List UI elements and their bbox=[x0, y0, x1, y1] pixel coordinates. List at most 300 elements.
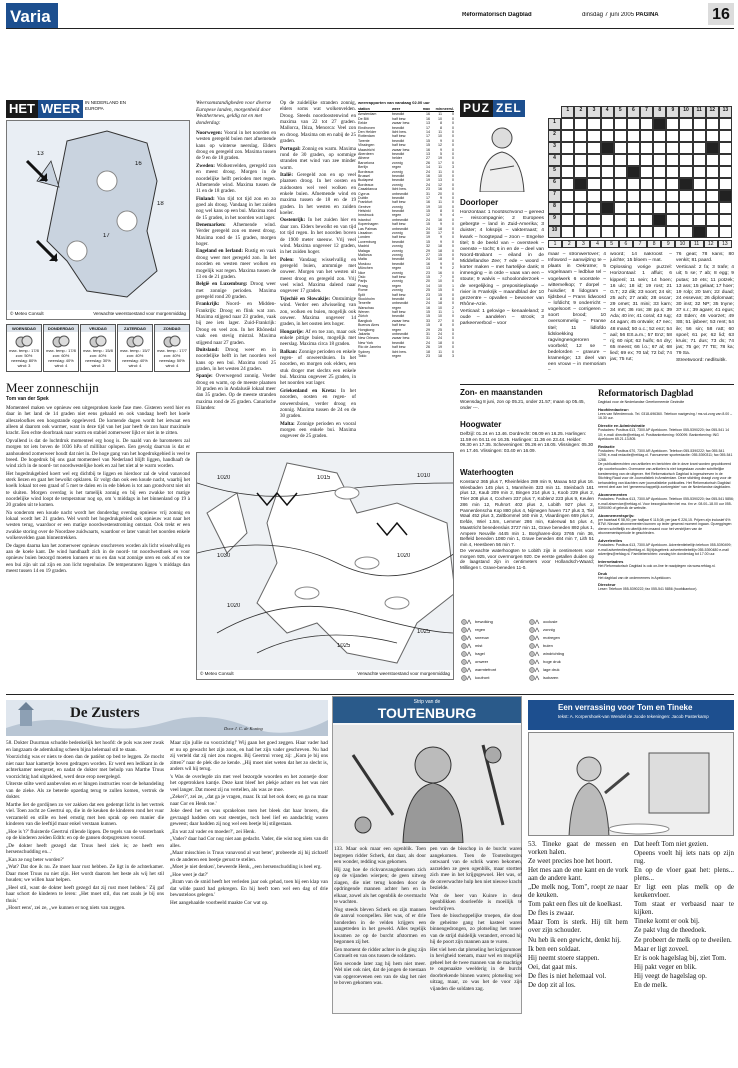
table-cell: 0 bbox=[452, 323, 454, 328]
solution-cell[interactable]: 4 bbox=[590, 240, 604, 248]
table-cell: 0 bbox=[452, 292, 454, 297]
travel-text: Droog weer met zonnige perioden. Maxima geregeld rond 20 graden. bbox=[196, 281, 276, 300]
colofon-heading: Directeur bbox=[598, 582, 616, 588]
grid-cell[interactable] bbox=[706, 190, 719, 202]
paper-name: Reformatorisch Dagblad bbox=[462, 12, 532, 18]
grid-cell[interactable] bbox=[653, 214, 666, 226]
table-cell: Dublin bbox=[358, 195, 369, 200]
table-cell: 0 bbox=[452, 248, 454, 253]
table-cell: zonnig bbox=[392, 160, 403, 165]
travel-country: Tsjechië en Slowakije: bbox=[280, 295, 331, 302]
table-cell: 3 bbox=[452, 353, 454, 358]
table-cell: regen bbox=[392, 305, 402, 310]
grid-cell[interactable] bbox=[574, 118, 587, 130]
table-cell: 18 bbox=[438, 248, 442, 253]
europe-map-graphic bbox=[197, 453, 454, 671]
travel-country: Finland: bbox=[196, 195, 215, 202]
grid-cell[interactable] bbox=[601, 154, 614, 166]
weather-logo: HET WEER IN NEDERLAND EN EUROPA bbox=[6, 100, 154, 118]
sun-icon bbox=[528, 627, 540, 633]
story-paragraph: De dop zit al los. bbox=[528, 980, 576, 989]
grid-cell[interactable] bbox=[627, 118, 640, 130]
grid-cell[interactable] bbox=[679, 130, 692, 142]
netherlands-map-graphic bbox=[7, 121, 190, 311]
grid-cell[interactable] bbox=[627, 154, 640, 166]
grid-cell[interactable] bbox=[693, 166, 706, 178]
travel-country: Griekenland en Kreta: bbox=[280, 387, 337, 394]
table-cell: 10 bbox=[438, 314, 442, 319]
isobar-label: 1010 bbox=[417, 473, 431, 479]
table-cell: 0 bbox=[452, 204, 454, 209]
grid-cell[interactable] bbox=[587, 178, 600, 190]
table-cell: Madrid bbox=[358, 244, 369, 249]
grid-cell[interactable] bbox=[653, 142, 666, 154]
travel-text: Vandaag wisselvallig en geregeld buien, ammmige met onweer. Morgen van het westen uit meest droog en geregeld zon. Vrij veel wind. Maxima dalend naar ongeveer 17 graden. bbox=[280, 256, 356, 295]
fog-icon bbox=[460, 643, 472, 649]
grid-cell[interactable] bbox=[679, 154, 692, 166]
grid-cell[interactable] bbox=[653, 118, 666, 130]
table-cell: bewolkt bbox=[392, 257, 405, 262]
colofon-text: Postadres: Postbus 613, 7300 AP Apeldoorn. Advertentiebellijn telefoon 055-5390499; e-mail advertenties@refdag.nl. Bij tijdsgebrek: advertentiebellijn 055-5390480 e-mail advertjes@refdag.nl. Familieberichten: zondag t/m donderdag tot 17.00 uur. bbox=[598, 543, 732, 557]
grid-cell[interactable] bbox=[693, 190, 706, 202]
grid-cell[interactable] bbox=[719, 154, 732, 166]
table-cell: regen bbox=[392, 283, 402, 288]
grid-cell[interactable] bbox=[653, 226, 666, 238]
grid-cell[interactable] bbox=[627, 226, 640, 238]
grid-cell[interactable] bbox=[719, 118, 732, 130]
table-cell: 0 bbox=[452, 231, 454, 236]
travel-country: Denemarken: bbox=[196, 222, 226, 229]
grid-cell[interactable] bbox=[640, 142, 653, 154]
grid-cell[interactable] bbox=[561, 214, 574, 226]
grid-cell[interactable] bbox=[627, 142, 640, 154]
table-cell: Athene bbox=[358, 156, 370, 161]
table-cell: Praag bbox=[358, 283, 368, 288]
zusters-column-2 bbox=[170, 740, 328, 1062]
story-paragraph: Uiterste stilte werd aanbevolen en er hingen instructies voor de behandeling van de zieke. Als ze beterde opzetlag terug te zullen komen, vertrok de dokter. bbox=[6, 781, 164, 800]
grid-column-number: 11 bbox=[693, 106, 706, 118]
grid-cell[interactable] bbox=[719, 226, 732, 238]
table-cell: 0 bbox=[452, 296, 454, 301]
story-paragraph: Het aangehaalde voorbeeld maakte Cor wat op. bbox=[170, 899, 269, 906]
travel-text: Onstuimige wind. Verder een afwisseling van zon, wolken en buien, mogelijk ook onweer. Maxima ongeveer 14 graden, in het oosten iets hoger. bbox=[280, 295, 356, 328]
grid-cell[interactable] bbox=[574, 142, 587, 154]
grid-cell[interactable] bbox=[666, 154, 679, 166]
table-cell: 29 bbox=[426, 327, 430, 332]
table-cell: onbewolkt bbox=[392, 191, 409, 196]
section-rule bbox=[460, 384, 734, 385]
grid-cell[interactable] bbox=[587, 118, 600, 130]
grid-cell[interactable] bbox=[614, 166, 627, 178]
grid-cell[interactable] bbox=[679, 202, 692, 214]
table-cell: 23 bbox=[426, 353, 430, 358]
grid-cell[interactable] bbox=[666, 166, 679, 178]
grid-cell[interactable] bbox=[666, 142, 679, 154]
solution-cell[interactable]: 2 bbox=[562, 240, 576, 248]
table-cell: 0 bbox=[452, 147, 454, 152]
solution-cell[interactable]: 12 bbox=[704, 240, 718, 248]
table-cell: 11 bbox=[438, 310, 442, 315]
grid-cell[interactable] bbox=[693, 178, 706, 190]
grid-cell[interactable] bbox=[574, 166, 587, 178]
grid-cell[interactable] bbox=[679, 142, 692, 154]
table-cell: 12 bbox=[438, 182, 442, 187]
table-cell: 5 bbox=[440, 152, 442, 156]
table-cell: 16 bbox=[438, 187, 442, 192]
travel-text: Zonnige perioden en vooral morgen een enkele bui. Maxima ongeveer de 25 graden. bbox=[280, 420, 356, 440]
travel-text: In het zuiden hier en daar zon. Elders bewolkt en van tijd tot tijd regen. In het noorden boven de 1900 meter sneeuw. Vrij veel wind. Maxima ongeveer 12 graden, in het zuiden hoger. bbox=[280, 217, 356, 256]
table-cell: 17 bbox=[426, 134, 430, 139]
table-cell: 10 bbox=[438, 173, 442, 178]
cloud-icon bbox=[118, 334, 152, 348]
forecast-line: zon: 40% bbox=[89, 353, 107, 358]
grid-cell[interactable] bbox=[561, 202, 574, 214]
grid-cell[interactable] bbox=[666, 118, 679, 130]
legend-label: mist bbox=[475, 643, 483, 648]
table-cell: licht bew. bbox=[392, 130, 407, 135]
solution-cell[interactable]: 11 bbox=[690, 240, 704, 248]
table-cell: Parijs bbox=[358, 279, 367, 284]
table-cell: 29 bbox=[426, 248, 430, 253]
table-cell: 19 bbox=[426, 235, 430, 240]
grid-cell[interactable] bbox=[614, 130, 627, 142]
story-paragraph: Ze weet precies hoe het hoort. bbox=[528, 857, 613, 866]
grid-cell[interactable] bbox=[587, 154, 600, 166]
table-cell: Budapest bbox=[358, 178, 374, 183]
grid-cell[interactable] bbox=[614, 178, 627, 190]
grid-cell[interactable] bbox=[719, 166, 732, 178]
table-cell: 11 bbox=[438, 169, 442, 174]
story-paragraph: „Vader? daar had Cor nog niet aan gedacht. Vader, die wist nog niets van dit alles. bbox=[170, 836, 328, 849]
grid-cell[interactable] bbox=[574, 130, 587, 142]
table-cell: Eelde bbox=[358, 121, 368, 126]
grid-cell[interactable] bbox=[574, 202, 587, 214]
grid-cell[interactable] bbox=[601, 142, 614, 154]
story-paragraph: „Zeker?', zei ze, „dat ga je vragen, maar. Ik zal het ook doen; en ga nu maar naar Cor en Henk toe.' bbox=[170, 794, 328, 807]
grid-cell[interactable] bbox=[614, 142, 627, 154]
table-cell: zonnig bbox=[392, 252, 403, 257]
map-temp-4: 13 bbox=[37, 151, 44, 157]
grid-cell[interactable] bbox=[706, 214, 719, 226]
grid-cell[interactable] bbox=[666, 214, 679, 226]
grid-cell[interactable] bbox=[601, 166, 614, 178]
grid-cell[interactable] bbox=[601, 190, 614, 202]
legend-item bbox=[460, 618, 493, 625]
table-cell: 19 bbox=[438, 156, 442, 161]
table-cell: 25 bbox=[438, 327, 442, 332]
grid-cell[interactable] bbox=[587, 202, 600, 214]
table-cell: 27 bbox=[426, 252, 430, 257]
grid-cell[interactable] bbox=[653, 178, 666, 190]
grid-cell[interactable] bbox=[693, 130, 706, 142]
grid-cell[interactable] bbox=[706, 142, 719, 154]
grid-cell[interactable] bbox=[614, 190, 627, 202]
table-cell: 0 bbox=[452, 318, 454, 323]
grid-cell[interactable] bbox=[614, 214, 627, 226]
grid-cell[interactable] bbox=[706, 154, 719, 166]
table-cell: helder bbox=[392, 156, 402, 161]
table-cell: 18 bbox=[438, 353, 442, 358]
high-water-title: Hoogwater bbox=[460, 420, 502, 429]
grid-cell[interactable] bbox=[601, 130, 614, 142]
grid-cell[interactable] bbox=[640, 226, 653, 238]
story-paragraph: Voorzichtig was er niets te doen dan de patiënt op bed te leggen. Ze mocht niet naar haar kamertje boven gedragen worden. Er werd een ledikant in de achterkamer neergezet, en nadat de dokter met behulp van Marthe Truus voorzichtig had uitgekleed, werd deze erop neergelegd. bbox=[6, 754, 164, 780]
grid-cell[interactable] bbox=[679, 214, 692, 226]
grid-cell[interactable] bbox=[561, 166, 574, 178]
grid-cell[interactable] bbox=[614, 202, 627, 214]
grid-cell[interactable] bbox=[666, 202, 679, 214]
table-cell: 26 bbox=[426, 160, 430, 165]
puzzle-solution-2: 76 geat; 78 kans; 80 venkit; 81 paard. Verticaal: 2 fa; 3 trafe; 4 uit; 5 se; 7 ab; 8 egg; 9 putas; 10 ets; 11 potzek; 13 ass; 15 gelaat; 17 hoer; 19 rolp; 20 tam; 22 duad; 24 essevan; 26 diplomaat; 30 inst; 32 NP; 35 tnyne; 37 s.r.; 39 agare; 41 egus; 43 Eden; 46 voorzet; 49 SB; 51 ijsbeer; 53 rent; 54 ile; 56 sin; 58 ratt; 60 spoel; 61 pe; 62 lid; 63 kruis; 71 dus; 73 ds; 74 jas; 75 ge; 77 TE; 78 ka; 79 Sa. Streetwoord: nedlituitik. bbox=[676, 252, 734, 364]
grid-cell[interactable] bbox=[640, 166, 653, 178]
table-cell: 18 bbox=[438, 226, 442, 231]
grid-row-number: 3 bbox=[548, 142, 561, 154]
grid-cell[interactable] bbox=[601, 178, 614, 190]
grid-cell[interactable] bbox=[601, 214, 614, 226]
grid-cell[interactable] bbox=[601, 226, 614, 238]
table-cell: 0 bbox=[452, 200, 454, 205]
forecast-line: max. temp.: 15/8 bbox=[83, 348, 113, 353]
grid-cell[interactable] bbox=[574, 226, 587, 238]
tinek-banner: Een verrassing voor Tom en Tineke tekst: A. Korpershoek-van Wendel de Joode tekeningen: Jacob Pasterkamp bbox=[528, 700, 734, 730]
grid-cell[interactable] bbox=[719, 178, 732, 190]
table-cell: München bbox=[358, 266, 373, 271]
low-icon bbox=[528, 667, 540, 673]
grid-cell[interactable] bbox=[693, 202, 706, 214]
grid-cell[interactable] bbox=[653, 130, 666, 142]
colofon-heading: Advertenties bbox=[598, 537, 623, 543]
grid-cell[interactable] bbox=[601, 202, 614, 214]
grid-column-number: 5 bbox=[614, 106, 627, 118]
grid-cell[interactable] bbox=[653, 166, 666, 178]
sun-icon bbox=[460, 619, 472, 625]
map-temp-2: 18 bbox=[157, 201, 164, 207]
puzzle-clues-1: Horizontaal: 1 hoofdschvond – gereed – reiscompagnie; 2 Europees gebergte – land in Zuid-Amerika; 3 duister; 4 lokspijs – vakterraast; 4 kwark – hoogtepad – zoon – Engelse titel; 5 de beeld van – oversteek – ovenste – tocht; 6 in en de – deel van Noord-Brabant – eiland in de Middellandse Zee; 7 ede – woord – korter maken – met hartelijke dank; 8 inmenging – in orde – vaas van een – stoute; 9 walvis – schoolonderzoek – de vergelijking – prepositieplaatje – rivier in Frankrijk – maandblad der 10 gezzentre – opvallen – bewoner van Rhône-Azie. Verticaal: 1 gelovige – kenaaleland; 2 oude – aandelen – strook; 3 parkeerverbod – voor bbox=[460, 210, 544, 327]
forecast-line: wind: 4 bbox=[128, 363, 142, 368]
grid-cell[interactable] bbox=[561, 154, 574, 166]
story-paragraph: Er is ook hagelslag bij, ziet Tom. bbox=[634, 953, 727, 962]
grid-cell[interactable] bbox=[640, 154, 653, 166]
grid-cell[interactable] bbox=[561, 130, 574, 142]
grid-cell[interactable] bbox=[587, 166, 600, 178]
grid-cell[interactable] bbox=[679, 190, 692, 202]
table-cell: 24 bbox=[426, 169, 430, 174]
grid-cell[interactable] bbox=[653, 190, 666, 202]
grid-cell[interactable] bbox=[587, 190, 600, 202]
grid-cell[interactable] bbox=[627, 178, 640, 190]
grid-cell[interactable] bbox=[627, 202, 640, 214]
table-cell: Luxemburg bbox=[358, 239, 376, 244]
temperature-table-title: weerrapporten van vandaag 02.00 uur bbox=[358, 100, 430, 105]
grid-cell[interactable] bbox=[679, 166, 692, 178]
grid-cell[interactable] bbox=[587, 226, 600, 238]
solution-cell[interactable]: 1 bbox=[548, 240, 562, 248]
grid-cell[interactable] bbox=[693, 142, 706, 154]
story-paragraph: Hij pakt veger en blik. bbox=[634, 962, 697, 971]
travel-entry bbox=[196, 130, 276, 162]
travel-column-2 bbox=[280, 100, 356, 450]
table-cell: Tenerife bbox=[358, 301, 371, 306]
table-cell: onbewolkt bbox=[392, 226, 409, 231]
grid-cell[interactable] bbox=[574, 190, 587, 202]
grid-cell[interactable] bbox=[679, 118, 692, 130]
grid-cell[interactable] bbox=[693, 214, 706, 226]
story-paragraph: „Hoe is 't?' fluisterde Geertrui rillende lippen. De tegels van de vensterbank op de kinderen zeiden Edith: en op de gansen dorpsgrenzen vooraf. bbox=[6, 828, 164, 841]
table-cell: 25 bbox=[426, 288, 430, 293]
grid-cell[interactable] bbox=[640, 118, 653, 130]
grid-cell[interactable] bbox=[719, 142, 732, 154]
table-cell: Brussel bbox=[358, 173, 370, 178]
table-cell: Las Palmas bbox=[358, 226, 377, 231]
table-cell: Malaga bbox=[358, 248, 370, 253]
grid-cell[interactable] bbox=[587, 214, 600, 226]
legend-label: hoge druk bbox=[543, 659, 561, 664]
isobar-label: 1020 bbox=[217, 475, 231, 481]
legend-item bbox=[528, 666, 559, 673]
grid-cell[interactable] bbox=[706, 166, 719, 178]
solution-cell[interactable]: 8 bbox=[647, 240, 661, 248]
table-cell: Malta bbox=[358, 257, 367, 262]
table-cell: 9 bbox=[440, 239, 442, 244]
article-paragraph: Na sonderom een koude nacht wordt het donderdag overdag opnieuw vrij zonnig en lokaal wordt het 21 graden. Wel wordt het hogedrukgebied ook opnieuw wat naar het westen terug, waardoor er een matige noordwestenstroming ontstaat. Ook trekt er een zwakke storing over de Noordzee zuidwaarts, waardoor er later vanuit het noorden enkele wolkenvelden gaan binnentrekken. bbox=[6, 509, 190, 542]
grid-cell[interactable] bbox=[679, 178, 692, 190]
grid-cell[interactable] bbox=[574, 178, 587, 190]
grid-cell[interactable] bbox=[614, 118, 627, 130]
grid-cell[interactable] bbox=[627, 214, 640, 226]
grid-cell[interactable] bbox=[693, 154, 706, 166]
table-cell: 0 bbox=[452, 349, 454, 354]
grid-cell[interactable] bbox=[653, 202, 666, 214]
travel-country: Balkan: bbox=[280, 348, 298, 355]
tinek-column-2 bbox=[634, 840, 734, 1062]
colofon-text: Lees van Wierdenrook. Tel. 0318-696360. Telefoon nazigeving / ms.vd.zorg van 8.00 – 16.30 uur. bbox=[598, 411, 733, 421]
grid-cell[interactable] bbox=[666, 226, 679, 238]
solution-cell[interactable]: 6 bbox=[619, 240, 633, 248]
grid-cell[interactable] bbox=[666, 130, 679, 142]
forecast-day-name: VRIJDAG bbox=[81, 325, 115, 332]
grid-cell[interactable] bbox=[587, 142, 600, 154]
grid-cell[interactable] bbox=[666, 190, 679, 202]
travel-text: Wolkenvelden, geregeld zon en meest droog. Morgen in de noordelijke helft perioden met regen. Afnemende wind. Maxima tussen de 11 en de 18 graden. bbox=[196, 162, 276, 195]
travel-text: Van tijd tot tijd zon en zo goed als droog. Vandaag in het zuiden nog wel kans op een bui. Maxima rond de 15 graden, in het noorden wat lager. bbox=[196, 195, 276, 221]
table-cell: Nice bbox=[358, 270, 366, 275]
grid-cell[interactable] bbox=[627, 166, 640, 178]
grid-cell[interactable] bbox=[561, 226, 574, 238]
grid-cell[interactable] bbox=[719, 214, 732, 226]
table-cell: Hongkong bbox=[358, 327, 375, 332]
solution-cell[interactable]: 10 bbox=[675, 240, 689, 248]
grid-cell[interactable] bbox=[587, 130, 600, 142]
grid-cell[interactable] bbox=[640, 190, 653, 202]
story-paragraph: Er ligt een plas melk op de keukenvloer. bbox=[634, 883, 734, 900]
table-cell: zwaar bew. bbox=[392, 336, 410, 341]
grid-cell[interactable] bbox=[640, 178, 653, 190]
table-cell: 7 bbox=[440, 274, 442, 279]
table-cell: 15 bbox=[426, 143, 430, 148]
table-cell: 9 bbox=[440, 266, 442, 271]
table-cell: 27 bbox=[438, 318, 442, 323]
travel-text: In het noorden, oosten en regen- of onweersbuien, verder droog en zonnig. Maxima tussen de 24 en de 30 graden. bbox=[280, 387, 356, 420]
solution-cell[interactable]: 7 bbox=[633, 240, 647, 248]
grid-cell[interactable] bbox=[706, 202, 719, 214]
table-cell: 0 bbox=[452, 222, 454, 227]
grid-cell[interactable] bbox=[640, 214, 653, 226]
table-cell: onbewolkt bbox=[392, 332, 409, 337]
grid-cell[interactable] bbox=[561, 142, 574, 154]
grid-cell[interactable] bbox=[561, 190, 574, 202]
table-cell: bewolkt bbox=[392, 125, 405, 130]
grid-cell[interactable] bbox=[693, 118, 706, 130]
table-cell: 17 bbox=[438, 160, 442, 165]
table-cell: zonnig bbox=[392, 270, 403, 275]
grid-cell[interactable] bbox=[640, 202, 653, 214]
grid-cell[interactable] bbox=[601, 118, 614, 130]
grid-cell[interactable] bbox=[561, 178, 574, 190]
forecast-line: wind: 3 bbox=[17, 363, 31, 368]
grid-cell[interactable] bbox=[706, 226, 719, 238]
grid-cell[interactable] bbox=[574, 154, 587, 166]
table-cell: Stockholm bbox=[358, 296, 375, 301]
table-cell: 10 bbox=[438, 279, 442, 284]
grid-cell[interactable] bbox=[693, 226, 706, 238]
forecast-line: neerslag: 50% bbox=[159, 358, 185, 363]
grid-cell[interactable] bbox=[614, 226, 627, 238]
table-cell: 0 bbox=[452, 274, 454, 279]
grid-cell[interactable] bbox=[706, 130, 719, 142]
table-cell: 15 bbox=[426, 274, 430, 279]
table-cell: 9 bbox=[440, 138, 442, 143]
solution-cell[interactable]: 5 bbox=[605, 240, 619, 248]
high-water-text: Delfzijl: 01.24 en 13.46. Dordrecht: 08.09 en 16.25. Harlingen: 11.59 en 04.11 en 16.35. Harlingen: 11.36 en 23.44. Helder: 09.30 en 17.35. Scheveningen: 05.26 en 18.05. Vlissingen: 05.30 en 17.46. Vlissingen: 03.40 en 16.09. bbox=[460, 431, 594, 454]
table-cell: 33 bbox=[426, 318, 430, 323]
solution-cell[interactable]: 3 bbox=[576, 240, 590, 248]
grid-cell[interactable] bbox=[614, 154, 627, 166]
temperature-table-header: station weer max min neersl. bbox=[358, 107, 454, 111]
grid-cell[interactable] bbox=[706, 178, 719, 190]
grid-cell[interactable] bbox=[561, 118, 574, 130]
table-cell: half bew. bbox=[392, 323, 407, 328]
solution-cell[interactable]: 9 bbox=[661, 240, 675, 248]
legend-item bbox=[460, 626, 485, 633]
legend-label: regen bbox=[475, 627, 486, 632]
grid-cell[interactable] bbox=[653, 154, 666, 166]
solution-cell[interactable]: 13 bbox=[718, 240, 732, 248]
grid-cell[interactable] bbox=[719, 130, 732, 142]
kitchen-scene-icon bbox=[529, 733, 734, 836]
grid-cell[interactable] bbox=[574, 214, 587, 226]
legend-label: motregen bbox=[543, 635, 560, 640]
table-cell: zonnig bbox=[392, 248, 403, 253]
travel-entry bbox=[280, 100, 356, 145]
legend-item bbox=[460, 674, 489, 681]
grid-cell[interactable] bbox=[627, 190, 640, 202]
grid-cell[interactable] bbox=[627, 130, 640, 142]
story-paragraph: 's Was de overlegde zin met veel bezorgde woorden en het zonnetje door het opgetrokken kantje. Deze kant bleef het plekje achter en het was niet veel langer. Dat moest zij nu vertellen, als was ze moe. bbox=[170, 773, 328, 793]
grid-cell[interactable] bbox=[679, 226, 692, 238]
grid-cell[interactable] bbox=[640, 130, 653, 142]
table-cell: Split bbox=[358, 292, 365, 297]
travel-entry bbox=[196, 196, 276, 221]
legend-item bbox=[528, 618, 557, 625]
table-cell: 0 bbox=[452, 173, 454, 178]
table-cell: 16 bbox=[426, 305, 430, 310]
grid-cell[interactable] bbox=[706, 118, 719, 130]
grid-cell[interactable] bbox=[719, 202, 732, 214]
story-paragraph: Opeens voelt hij iets nats op zijn rug. bbox=[634, 849, 734, 866]
grid-cell[interactable] bbox=[719, 190, 732, 202]
table-cell: 0 bbox=[452, 239, 454, 244]
grid-cell[interactable] bbox=[666, 178, 679, 190]
